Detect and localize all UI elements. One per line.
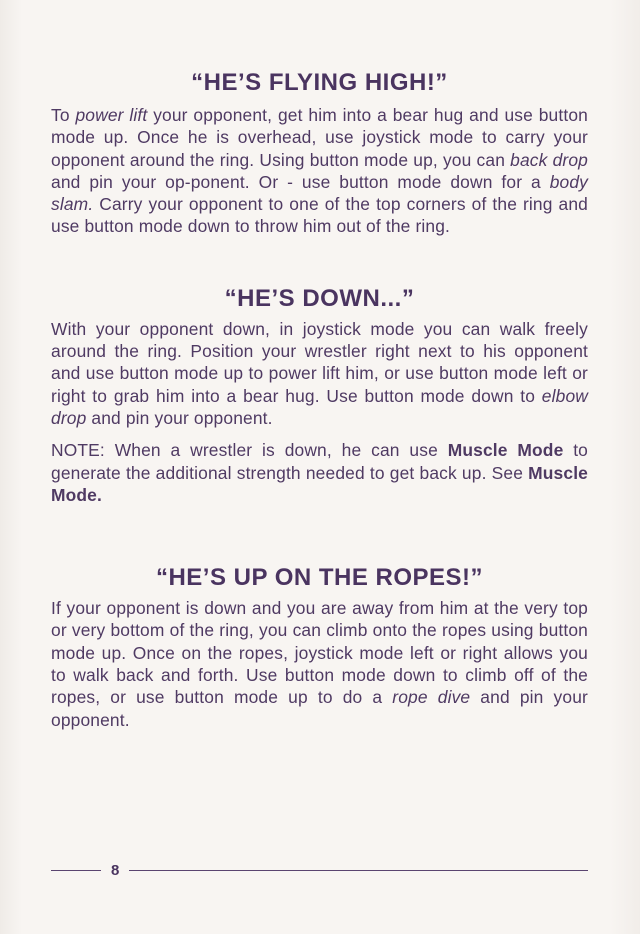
page-content [51,68,588,731]
section-flying-high [51,68,588,238]
body-text: Carry your opponent to one of the top corners of the ring and use button mode down to throw him out of the ring. [51,194,588,237]
body-text: and pin your opponent. [86,407,273,428]
emphasis-text: power lift [75,105,148,125]
page-footer [51,860,588,880]
footer-rule-left [51,870,101,871]
body-text: your opponent, get him into a bear hug and use button mode up. Once he is overhead, use joystick mode to carry your opponent around the ring. Using button mode up, you can [51,105,588,170]
section-hes-down [51,284,588,506]
section-paragraph [51,318,588,429]
body-text: NOTE: When a wrestler is down, he can use [51,440,448,461]
body-text: to generate the additional strength needed to get back up. See [51,440,588,483]
emphasis-text: back drop [510,149,588,170]
body-text: With your opponent down, in joystick mode you can walk freely around the ring. Position your wrestler right next to his opponent and use button mode up to power lift him, or use button mode left or right to grab him into a bear hug. Use button mode down to [51,318,588,406]
body-text: and pin your op-ponent. Or - use button mode down for a [51,171,550,192]
emphasis-text: rope dive [392,687,471,708]
footer-rule-right [129,870,588,871]
body-text: and pin your opponent. [51,687,588,730]
section-heading: “HE’S DOWN...” [224,284,415,312]
section-up-on-ropes [51,563,588,731]
section-paragraph [51,104,588,238]
body-text: To [51,105,76,125]
emphasis-text: body slam. [51,171,588,215]
note-paragraph [51,439,588,506]
bold-text: Muscle Mode [447,440,564,461]
page-number: 8 [111,861,120,879]
emphasis-text: elbow drop [51,385,588,428]
section-paragraph [51,597,588,731]
body-text: If your opponent is down and you are away from him at the very top or very bottom of the ring, you can climb onto the ropes using button mode up. Once on the ropes, joystick mode left or right allows you to walk back and forth. Use button mode down to climb off of the ropes, or use button mode up to do a [51,598,588,708]
section-heading: “HE’S FLYING HIGH!” [191,69,448,96]
section-heading: “HE’S UP ON THE ROPES!” [155,564,484,592]
bold-text: Muscle Mode. [51,462,588,505]
